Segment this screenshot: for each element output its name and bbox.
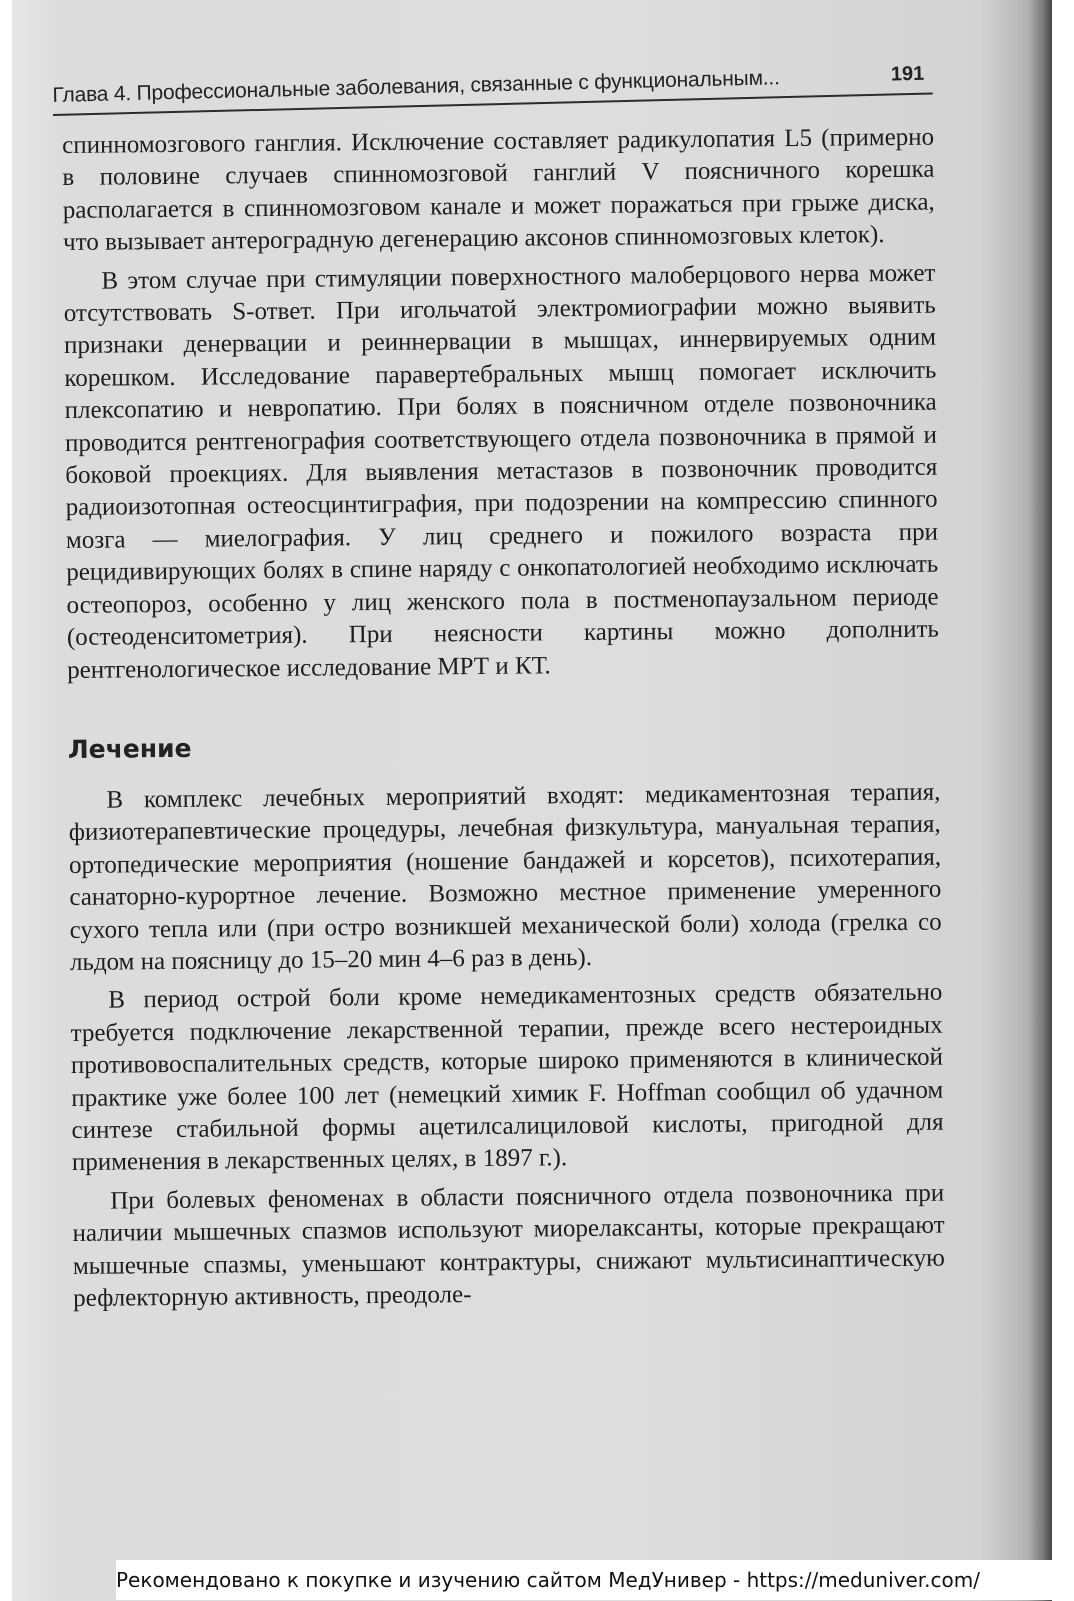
page-number: 191 xyxy=(890,62,925,86)
chapter-title: Глава 4. Профессиональные заболевания, связанные с функциональным... xyxy=(52,66,780,107)
paragraph-continuation: спинномозгового ганглия. Исключение составляет радикулопатия L5 (примерно в половине случаев спинномозговой ганглий V поясничного корешка располагается в спинномозговом канале и может поражаться при грыже диска, что вызывает антероградную дегенерацию аксонов спинномозговых клеток). xyxy=(62,123,935,257)
paragraph: При болевых феноменах в области поясничного отдела позвоночника при наличии мышечных спазмов используют миорелаксанты, которые прекращают мышечные спазмы, уменьшают контрактуры, снижают мультисинаптическую рефлекторную активность, преодоле- xyxy=(72,1179,945,1312)
section-heading: Лечение xyxy=(67,733,192,764)
paragraph: В комплекс лечебных мероприятий входят: медикаментозная терапия, физиотерапевтические процедуры, лечебная физкультура, мануальная терапия, ортопедические мероприятия (ношение бандажей и корсетов), психотерапия, санаторно-курортное лечение. Возможно местное применение умеренного сухого тепла или (при остро возникшей механической боли) холода (грелка со льдом на поясницу до 15–20 мин 4–6 раз в день). xyxy=(68,778,942,976)
running-header xyxy=(52,52,933,115)
paragraph: В этом случае при стимуляции поверхностного малоберцового нерва может отсутствовать S-ответ. При игольчатой электромиографии можно выявить признаки денервации и реиннервации в мышцах, иннервируемых одним корешком. Исследование паравертебральных мышц помогает исключить плексопатию и невропатию. При болях в поясничном отделе позвоночника проводится рентгенография соответствующего отдела позвоночника в прямой и боковой проекциях. Для выявления метастазов в позвоночник проводится радиоизотопная остеосцинтиграфия, при подозрении на компрессию спинного мозга — миелография. У лиц среднего и пожилого возраста при рецидивирующих болях в спине наряду с онкопатологией необходимо исключать остеопороз, особенно у лиц женского пола в постменопаузальном периоде (остеоденситометрия). При неясности картины можно дополнить рентгенологическое исследование МРТ и КТ. xyxy=(63,259,939,684)
book-page xyxy=(12,0,1052,1601)
page-body xyxy=(62,122,945,1316)
page-edge-shadow xyxy=(1030,0,1052,1601)
paragraph: В период острой боли кроме немедикаментозных средств обязательно требуется подключение лекарственной терапии, прежде всего нестероидных противовоспалительных средств, которые широко применяются в клинической практике уже более 100 лет (немецкий химик F. Hoffman сообщил об удачном синтезе стабильной формы ацетилсалициловой кислоты, пригодной для применения в лекарственных целях, в 1897 г.). xyxy=(70,978,944,1177)
watermark-footer: Рекомендовано к покупке и изучению сайтом МедУнивер - https://meduniver.com/ xyxy=(116,1560,1056,1600)
